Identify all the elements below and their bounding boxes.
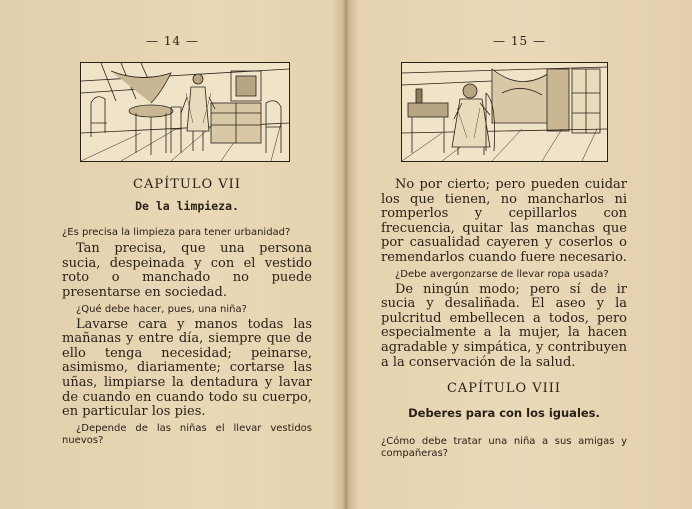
chapter-subtitle-limpieza: De la limpieza. <box>135 198 239 213</box>
page-number-left: — 14 — <box>146 34 199 48</box>
question-2: ¿Qué debe hacer, pues, una niña? <box>76 303 247 315</box>
question-amigas: ¿Cómo debe tratar una niña a sus amigas y compañeras? <box>381 436 627 460</box>
answer-continued: No por cierto; pero pueden cuidar los que tienen, no mancharlos ni romperlos y cepillarlos con frecuencia, quitar las manchas que por casualidad cayeren y coserlos o remendarlos cuando fuere necesario. <box>381 177 627 265</box>
illustration-girl-seated-by-window <box>401 62 608 162</box>
engraving-right-image <box>402 63 607 161</box>
answer-ropa-usada: De ningún modo; pero sí de ir sucia y desaliñada. El aseo y la pulcritud embellecen a todos, pero especialmente a la mujer, la hacen agradable y simpática, y contribuyen a la conservación de la salud. <box>381 281 627 370</box>
chapter-subtitle-deberes: Deberes para con los iguales. <box>408 405 600 420</box>
right-text-block <box>381 178 627 460</box>
page-number-right: — 15 — <box>493 34 546 48</box>
left-text-block <box>62 178 312 447</box>
engraving-left-image <box>81 63 289 161</box>
question-3: ¿Depende de las niñas el llevar vestidos nuevos? <box>62 422 312 446</box>
left-page <box>0 0 345 509</box>
illustration-room-girl-standing <box>80 62 290 162</box>
answer-1: Tan precisa, que una persona sucia, despeinada y con el vestido roto o manchado no puede presentarse en sociedad. <box>62 241 312 300</box>
answer-2: Lavarse cara y manos todas las mañanas y entre día, siempre que de ello tenga necesidad; peinarse, asimismo, diariamente; cortarse las uñas, limpiarse la dentadura y lavar de cuando en cuando todo su cuerpo, en particular los pies. <box>62 316 312 420</box>
question-ropa-usada: ¿Debe avergonzarse de llevar ropa usada? <box>395 268 609 280</box>
right-page <box>347 0 692 509</box>
question-1: ¿Es precisa la limpieza para tener urbanidad? <box>62 227 291 239</box>
chapter-title-viii: CAPÍTULO VIII <box>446 381 562 397</box>
chapter-title-vii: CAPÍTULO VII <box>133 177 241 192</box>
